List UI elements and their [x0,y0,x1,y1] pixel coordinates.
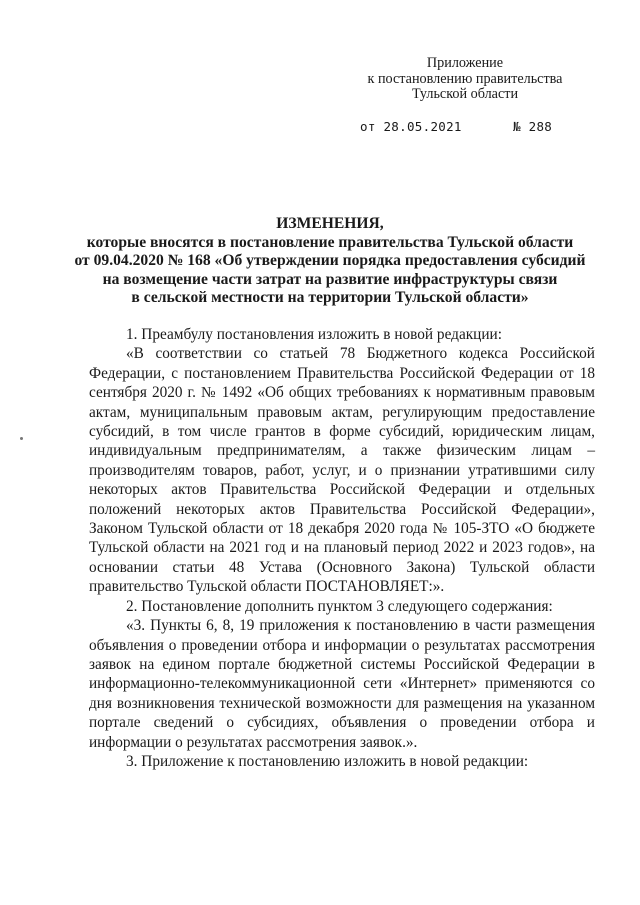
appendix-line-1: Приложение [426,55,504,71]
heading-title: ИЗМЕНЕНИЯ, [276,215,384,232]
paragraph-item-1: 1. Преамбулу постановления изложить в новой редакции: [126,326,502,343]
document-heading [60,215,600,308]
paragraph-point-3-text: «3. Пункты 6, 8, 19 приложения к постановлению в части размещения объявления о проведении отбора и информации о результатах рассмотрения заявок на едином портале бюджетной системы Российской Федерации в информационно-телекоммуникационной сети «Интернет» применяются со дня возникновения технической возможности для размещения на указанном портале сведений о субсидиях, объявления о проведении отбора и информации о результатах рассмотрения заявок.». [89,617,595,751]
document-date: 28.05.2021 [383,119,462,134]
paragraph-preamble-text: «В соответствии со статьей 78 Бюджетного кодекса Российской Федерации, с постановлением Правительства Российской Федерации от 18 сентября 2020 г. № 1492 «Об общих требованиях к нормативным правовым актам, муниципальным правовым актам, регулирующим предоставление субсидий, в том числе грантов в форме субсидий, юридическим лицам, индивидуальным предпринимателям, а также физическим лицам – производителям товаров, работ, услуг, и о признании утратившими силу некоторых актов Правительства Российской Федерации и отдельных положений некоторых актов Правительства Российской Федерации», Законом Тульской области от 18 декабря 2020 года № 105-ЗТО «О бюджете Тульской области на 2021 год и на плановый период 2022 и 2023 годов», на основании статьи 48 Устава (Основного Закона) Тульской области правительство Тульской области ПОСТАНОВЛЯЕТ:». [89,345,595,596]
paragraph-item-2: 2. Постановление дополнить пунктом 3 следующего содержания: [126,597,553,615]
heading-line-4: в сельской местности на территории Тульской области» [131,289,529,307]
dateline-prefix: от [360,119,376,134]
heading-line-2: от 09.04.2020 № 168 «Об утверждении порядка предоставления субсидий [74,252,586,270]
scan-speck [20,437,23,440]
paragraph-item-3: 3. Приложение к постановлению изложить в новой редакции: [126,752,529,770]
appendix-block [350,56,580,103]
heading-line-1: которые вносятся в постановление правительства Тульской области [86,233,574,251]
appendix-line-2: к постановлению правительства [367,70,563,87]
heading-line-3: на возмещение части затрат на развитие инфраструктуры связи [102,270,558,288]
appendix-line-3: Тульской области [411,86,519,102]
document-number: № 288 [513,119,553,134]
document-body [89,325,595,771]
document-dateline [360,119,553,134]
